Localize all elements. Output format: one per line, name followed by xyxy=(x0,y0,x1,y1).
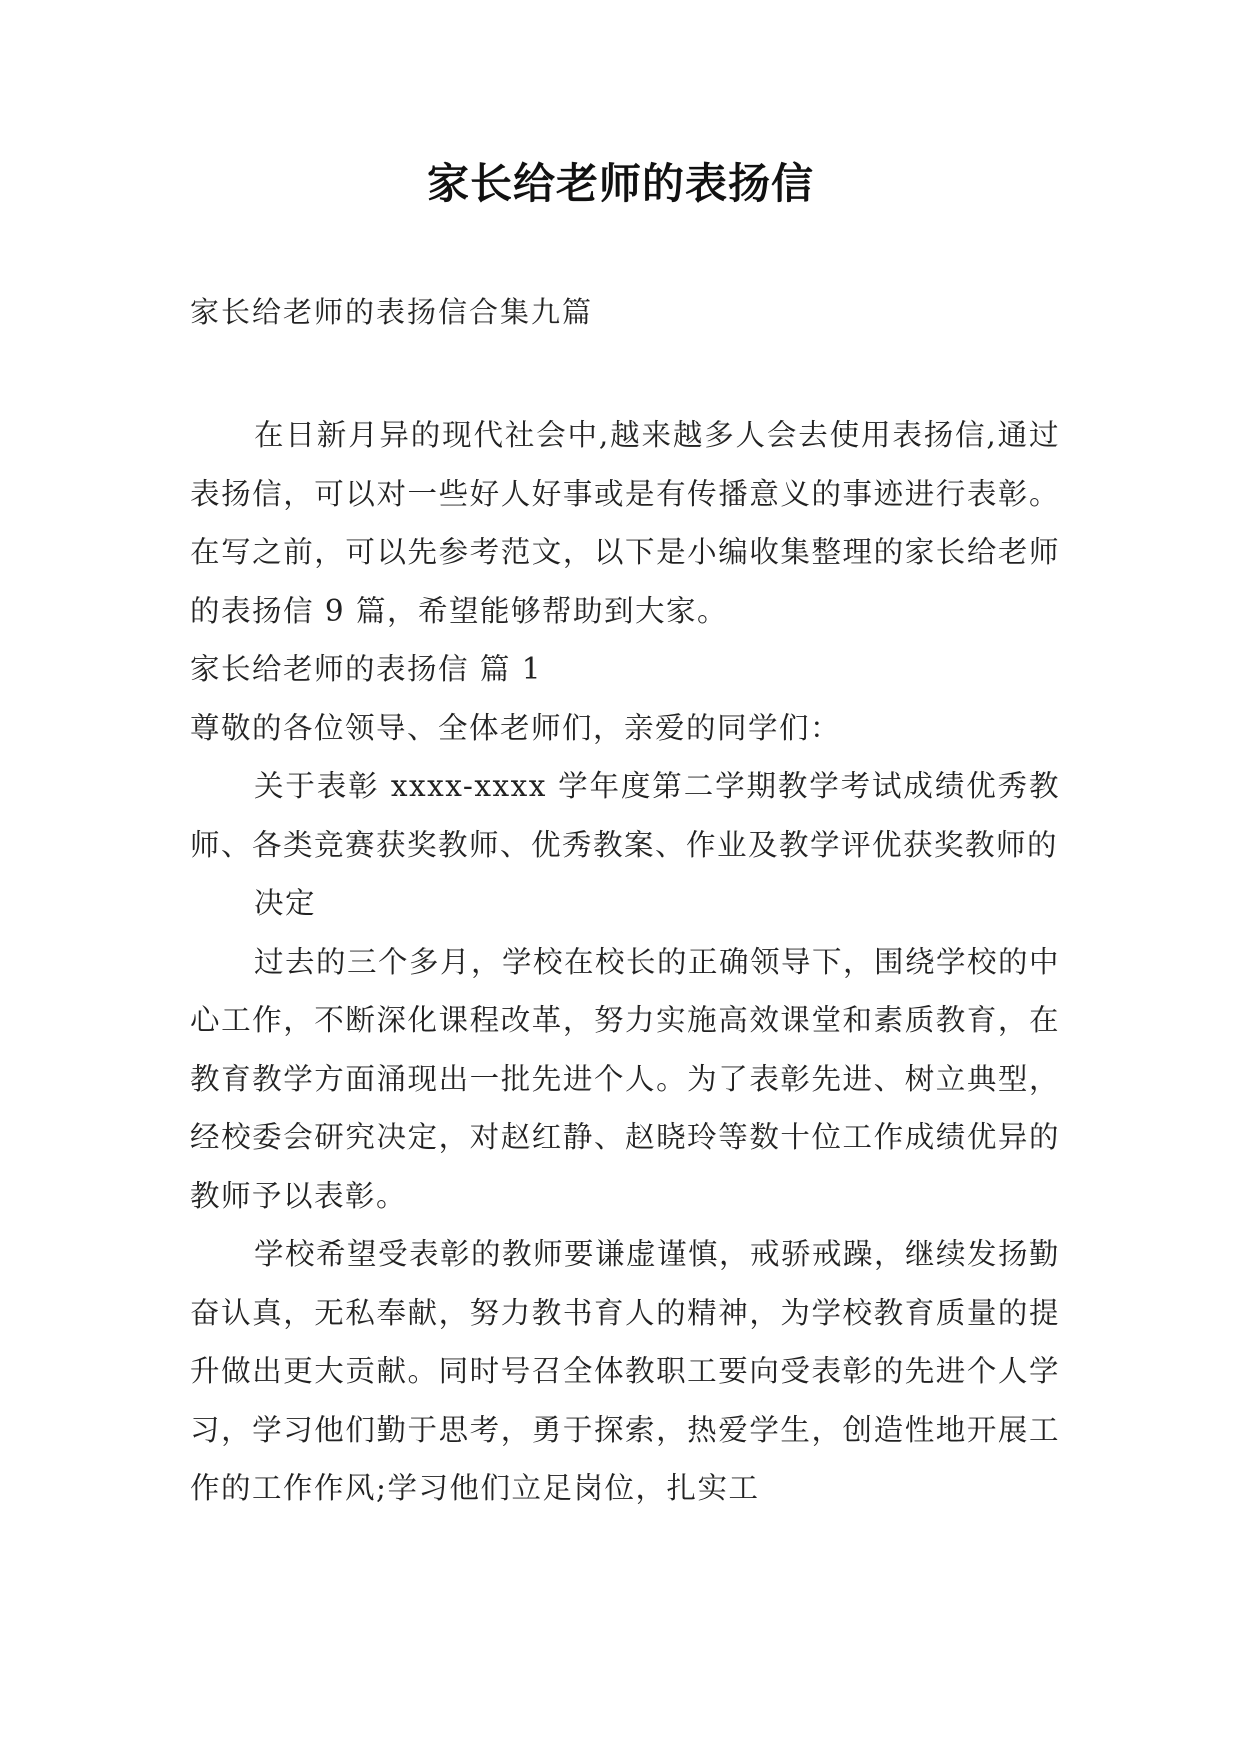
body-paragraph: 关于表彰 xxxx-xxxx 学年度第二学期教学考试成绩优秀教师、各类竞赛获奖教师、优秀教案、作业及教学评优获奖教师的 xyxy=(190,769,1060,862)
document-subtitle: 家长给老师的表扬信合集九篇 xyxy=(190,295,594,329)
body-paragraph: 过去的三个多月，学校在校长的正确领导下，围绕学校的中心工作，不断深化课程改革，努力实施高效课堂和素质教育，在教育教学方面涌现出一批先进个人。为了表彰先进、树立典型，经校委会研究决定，对赵红静、赵晓玲等数十位工作成绩优异的教师予以表彰。 xyxy=(190,944,1061,1213)
body-paragraph: 家长给老师的表扬信 篇 1 xyxy=(190,652,543,686)
body-paragraph: 尊敬的各位领导、全体老师们，亲爱的同学们： xyxy=(190,710,842,745)
body-paragraph: 决定 xyxy=(254,886,317,920)
body-paragraph: 在日新月异的现代社会中,越来越多人会去使用表扬信,通过表扬信，可以对一些好人好事或是有传播意义的事迹进行表彰。在写之前，可以先参考范文，以下是小编收集整理的家长给老师的表扬信 9 篇，希望能够帮助到大家。 xyxy=(190,418,1060,628)
document-title: 家长给老师的表扬信 xyxy=(426,159,814,208)
body-paragraph: 学校希望受表彰的教师要谦虚谨慎，戒骄戒躁，继续发扬勤奋认真，无私奉献，努力教书育人的精神，为学校教育质量的提升做出更大贡献。同时号召全体教职工要向受表彰的先进个人学习，学习他们勤于思考，勇于探索，热爱学生，创造性地开展工作的工作作风;学习他们立足岗位，扎实工 xyxy=(190,1237,1061,1505)
document-body xyxy=(190,406,1060,1518)
